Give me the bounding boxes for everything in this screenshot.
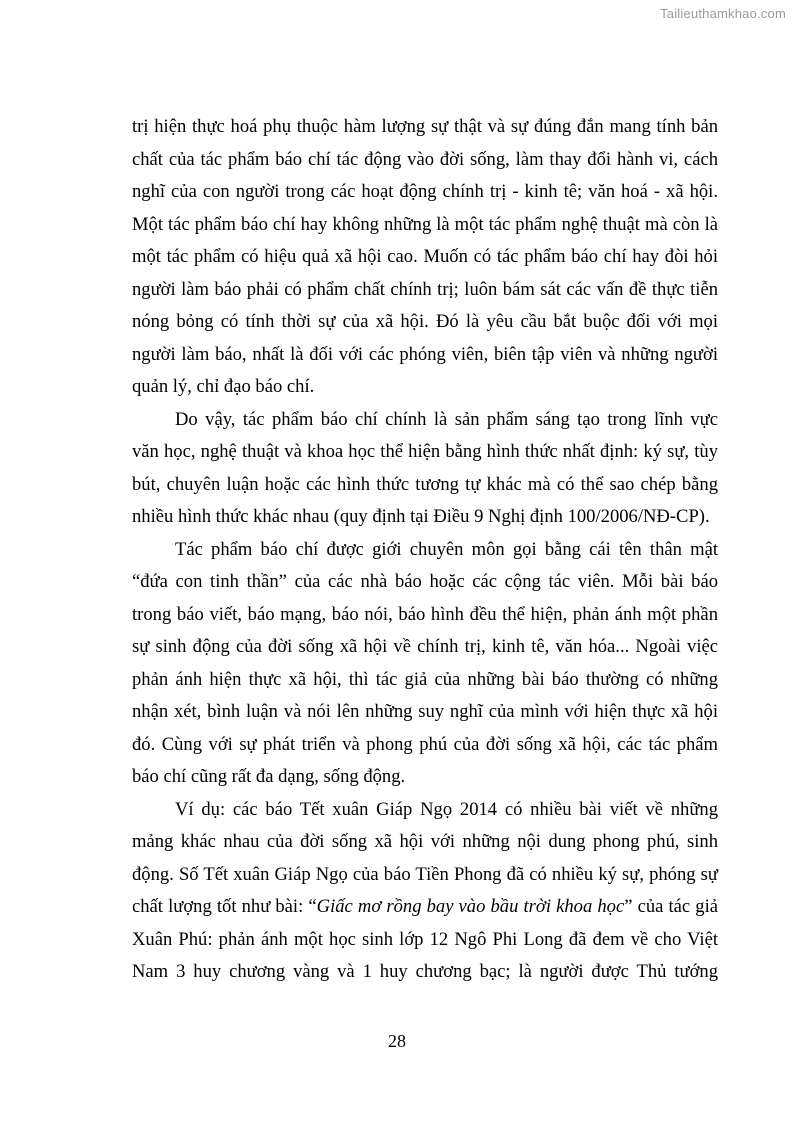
text-line: trị hiện thực hoá phụ thuộc hàm lượng sự thật và sự đúng đắn mang tính bản [132, 116, 718, 137]
line-text-after: ” của tác giả [624, 896, 718, 917]
paragraph-3 [132, 534, 718, 794]
paragraph-1 [132, 111, 718, 404]
text-line: Ví dụ: các báo Tết xuân Giáp Ngọ 2014 có nhiều bài viết về những [175, 798, 718, 820]
article-title: Giấc mơ rồng bay vào bầu trời khoa học [316, 896, 625, 917]
text-line: chất của tác phẩm báo chí tác động vào đời sống, làm thay đổi hành vi, cách [132, 148, 718, 170]
text-line: Xuân Phú: phản ánh một học sinh lớp 12 Ngô Phi Long đã đem về cho Việt [132, 928, 718, 950]
watermark: Tailieuthamkhao.com [660, 6, 786, 21]
text-line: nóng bỏng có tính thời sự của xã hội. Đó là yêu cầu bắt buộc đối với mọi [132, 311, 718, 332]
text-line-with-title [132, 891, 718, 924]
text-line: nghĩ của con người trong các hoạt động chính trị - kinh tê; văn hoá - xã hội. [132, 181, 718, 202]
text-line: một tác phẩm có hiệu quả xã hội cao. Muốn có tác phẩm báo chí hay đòi hỏi [132, 246, 718, 267]
text-line: Tác phẩm báo chí được giới chuyên môn gọi bằng cái tên thân mật [175, 538, 718, 560]
text-line: nhận xét, bình luận và nói lên những suy nghĩ của mình với hiện thực xã hội [132, 701, 718, 722]
document-body [132, 111, 718, 989]
text-line: phản ánh hiện thực xã hội, thì tác giả của những bài báo thường có những [132, 668, 718, 690]
line-text-before: chất lượng tốt như bài: “ [132, 896, 317, 917]
text-line: mảng khác nhau của đời sống xã hội với những nội dung phong phú, sinh [132, 831, 718, 852]
text-line: “đứa con tinh thần” của các nhà báo hoặc các cộng tác viên. Mỗi bài báo [132, 571, 718, 592]
text-line: động. Số Tết xuân Giáp Ngọ của báo Tiền Phong đã có nhiều ký sự, phóng sự [132, 863, 718, 885]
text-line: Do vậy, tác phẩm báo chí chính là sản phẩm sáng tạo trong lĩnh vực [175, 408, 718, 430]
text-line: người làm báo, nhất là đối với các phóng viên, biên tập viên và những người [132, 343, 718, 365]
text-line: quản lý, chỉ đạo báo chí. [132, 376, 315, 397]
paragraph-2 [132, 404, 718, 534]
text-line: sự sinh động của đời sống xã hội về chính trị, kinh tê, văn hóa... Ngoài việc [132, 636, 718, 657]
paragraph-4 [132, 794, 718, 989]
text-line: Nam 3 huy chương vàng và 1 huy chương bạc; là người được Thủ tướng [132, 961, 718, 982]
text-line: người làm báo phải có phẩm chất chính trị; luôn bám sát các vấn đề thực tiễn [132, 278, 718, 300]
text-line: nhiều hình thức khác nhau (quy định tại Điều 9 Nghị định 100/2006/NĐ-CP). [132, 506, 710, 527]
page-number: 28 [388, 1031, 406, 1051]
text-line: trong báo viết, báo mạng, báo nói, báo hình đều thể hiện, phản ánh một phần [132, 603, 718, 625]
text-line: Một tác phẩm báo chí hay không những là một tác phẩm nghệ thuật mà còn là [132, 213, 718, 235]
text-line: văn học, nghệ thuật và khoa học thể hiện bằng hình thức nhất định: ký sự, tùy [132, 441, 718, 462]
text-line: đó. Cùng với sự phát triển và phong phú của đời sống xã hội, các tác phẩm [132, 733, 718, 755]
text-line: báo chí cũng rất đa dạng, sống động. [132, 766, 406, 787]
text-line: bút, chuyên luận hoặc các hình thức tương tự khác mà có thể sao chép bằng [132, 473, 718, 495]
